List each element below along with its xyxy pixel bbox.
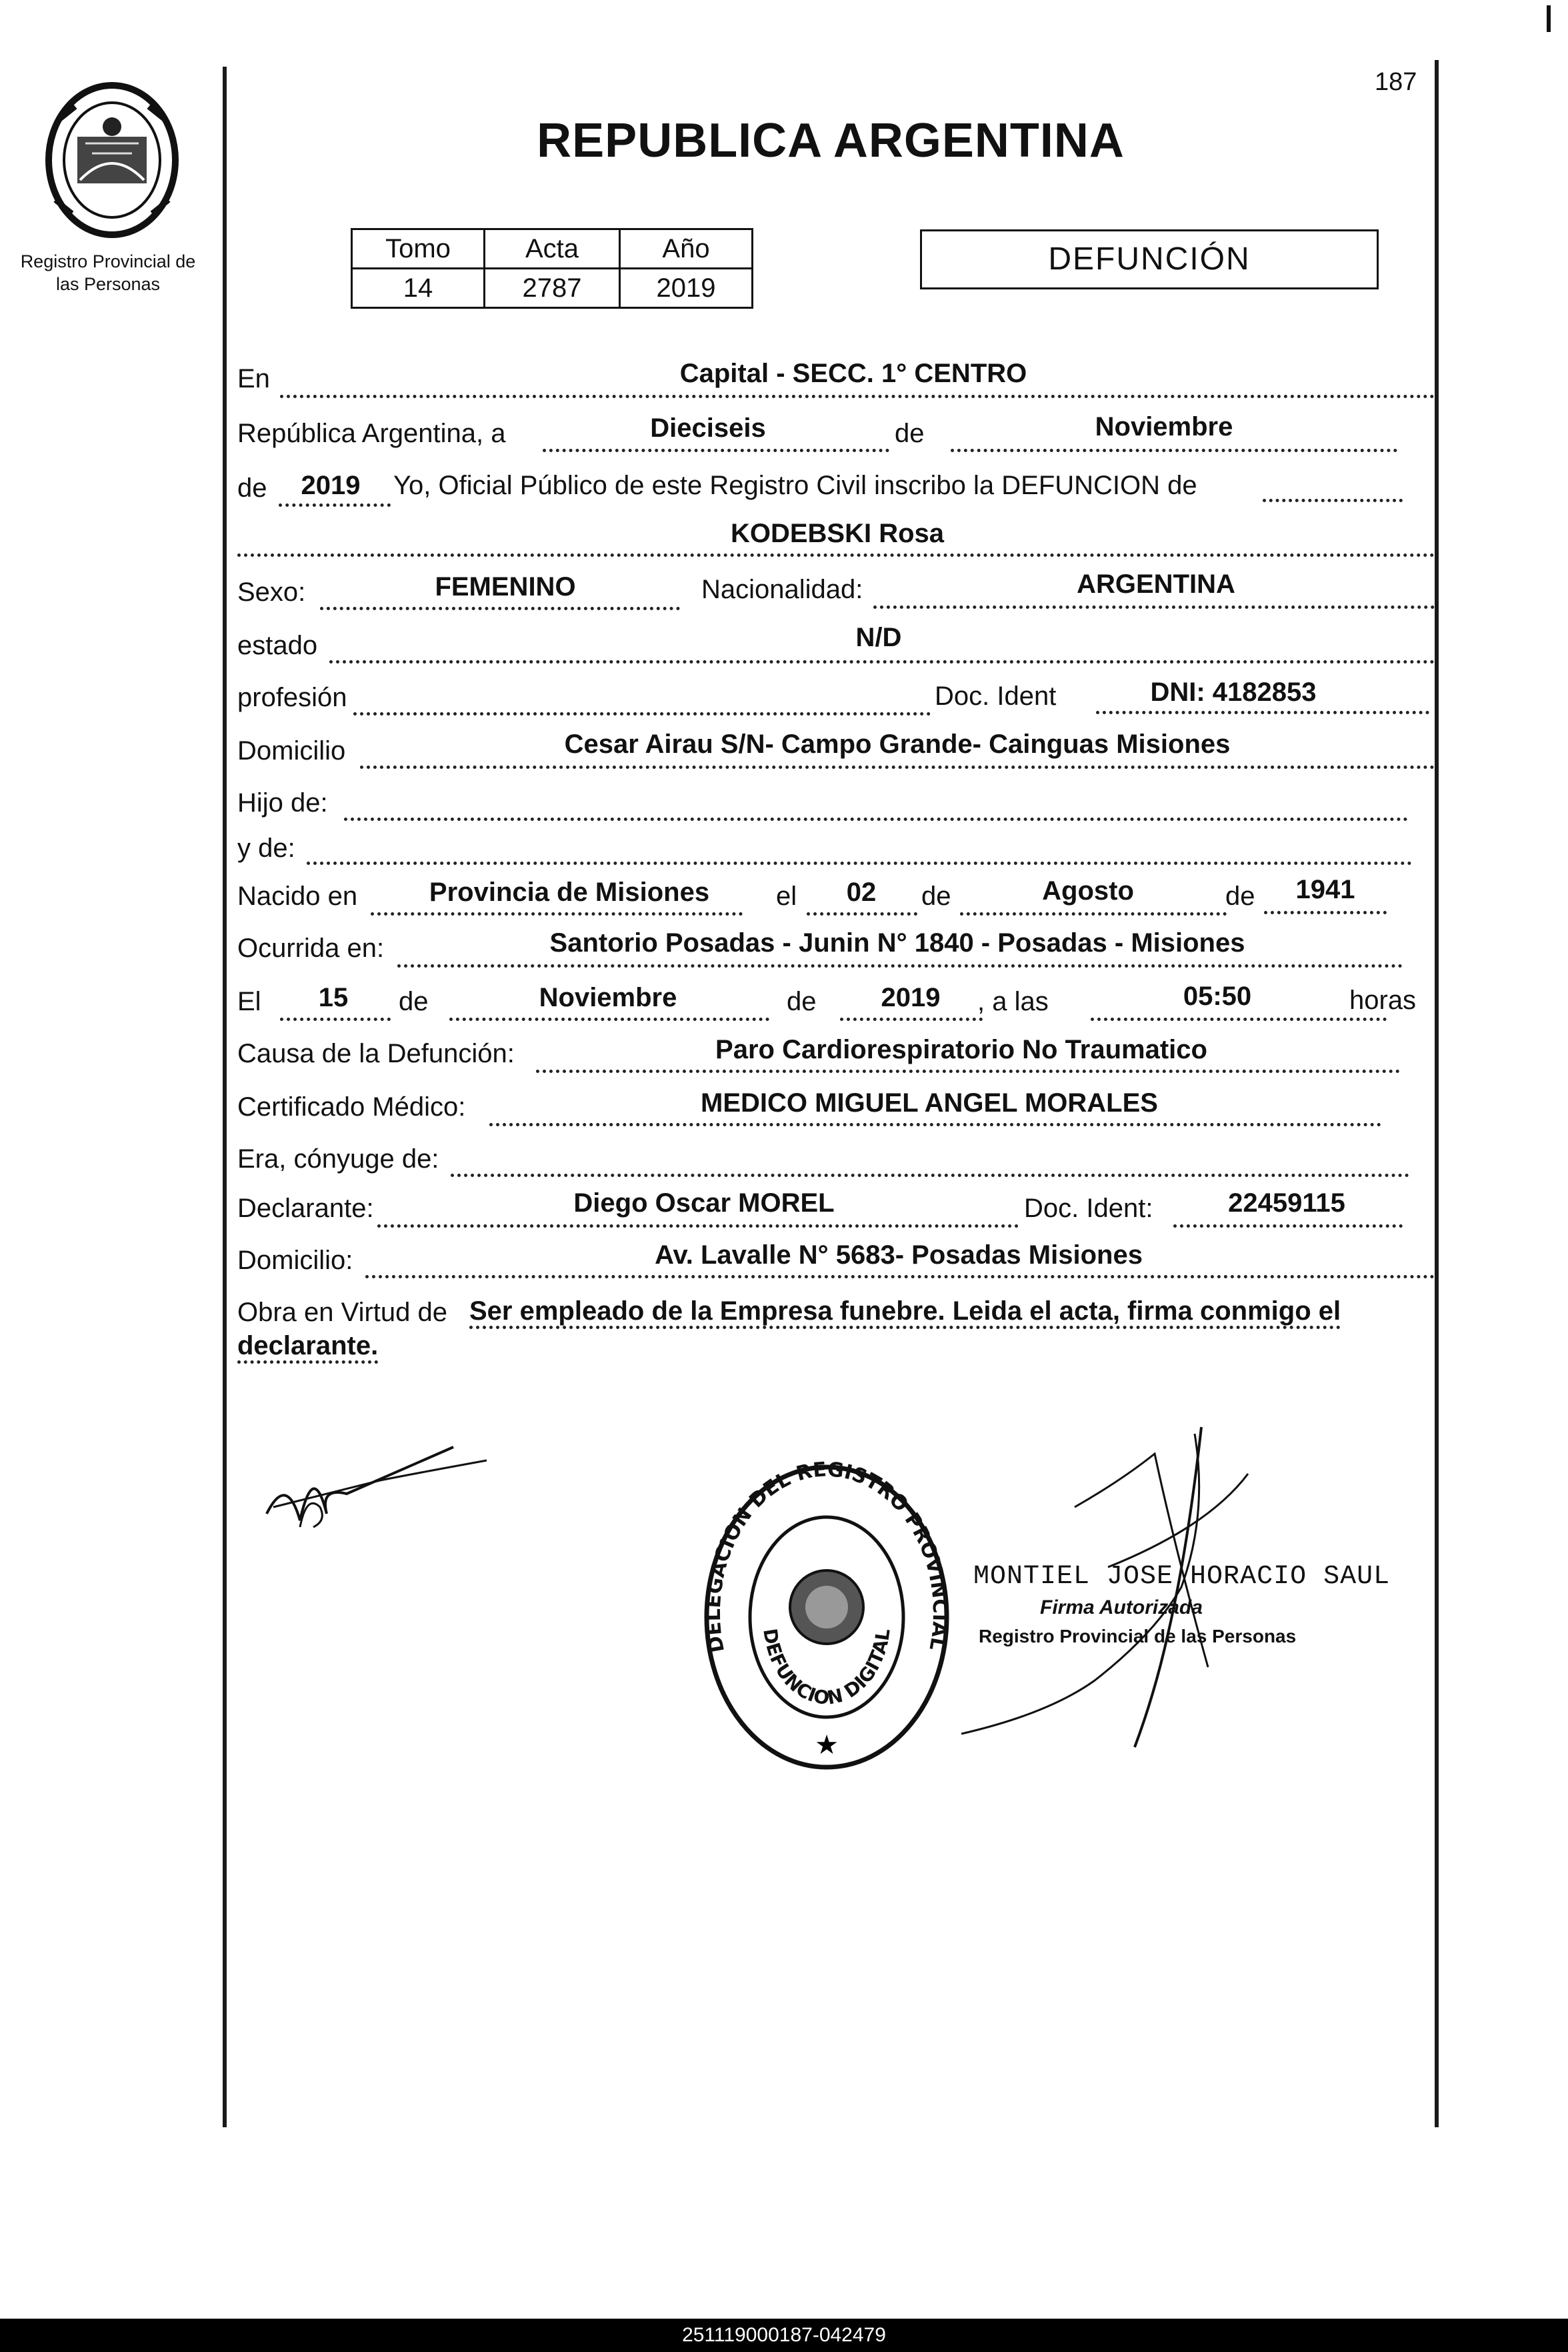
- label-en: En: [237, 364, 270, 393]
- dotted-line: [1096, 711, 1429, 714]
- dotted-line: [280, 1018, 391, 1021]
- official-role: Firma Autorizada: [1040, 1596, 1203, 1618]
- registration-month: Noviembre: [1095, 412, 1233, 441]
- dotted-line: [1263, 499, 1403, 502]
- dotted-line: [951, 449, 1397, 452]
- dotted-line: [1264, 911, 1387, 914]
- dotted-line: [543, 449, 889, 452]
- birth-year: 1941: [1295, 875, 1355, 904]
- dotted-line: [960, 912, 1227, 916]
- anio-value: 2019: [620, 269, 753, 308]
- label-hijo-de: Hijo de:: [237, 788, 328, 818]
- acta-header: Acta: [485, 229, 620, 269]
- death-year: 2019: [881, 983, 941, 1012]
- reason-line-2: declarante.: [237, 1331, 378, 1364]
- tomo-header: Tomo: [352, 229, 485, 269]
- address-value: Cesar Airau S/N- Campo Grande- Cainguas Misiones: [564, 730, 1231, 759]
- label-de: de: [787, 987, 817, 1016]
- country-title: REPUBLICA ARGENTINA: [537, 114, 1125, 167]
- document-value: DNI: 4182853: [1150, 678, 1317, 707]
- dotted-line: [449, 1018, 769, 1021]
- label-sexo: Sexo:: [237, 577, 306, 607]
- dotted-line: [377, 1224, 1019, 1228]
- label-de: de: [237, 473, 267, 503]
- record-type-box: DEFUNCIÓN: [920, 229, 1379, 289]
- label-el: El: [237, 987, 261, 1016]
- birthplace-value: Provincia de Misiones: [429, 878, 710, 907]
- dotted-line: [873, 606, 1435, 609]
- dotted-line: [320, 607, 680, 610]
- dotted-line: [307, 862, 1412, 865]
- civil-status-value: N/D: [855, 623, 902, 652]
- dotted-line: [329, 660, 1435, 664]
- dotted-line: [1091, 1018, 1387, 1021]
- declarant-address: Av. Lavalle N° 5683- Posadas Misiones: [655, 1240, 1143, 1270]
- death-time: 05:50: [1183, 982, 1252, 1011]
- label-ocurrida-en: Ocurrida en:: [237, 934, 385, 963]
- registration-day: Dieciseis: [650, 413, 766, 443]
- dotted-line: [371, 912, 743, 916]
- official-office: Registro Provincial de las Personas: [979, 1626, 1297, 1646]
- dotted-line: [365, 1275, 1435, 1278]
- dotted-line: [397, 964, 1403, 968]
- declarant-name: Diego Oscar MOREL: [573, 1188, 835, 1218]
- dotted-line: [451, 1174, 1409, 1177]
- label-doc-ident: Doc. Ident:: [1024, 1194, 1153, 1223]
- dotted-line: [489, 1123, 1381, 1126]
- label-obra-en-virtud: Obra en Virtud de: [237, 1298, 448, 1327]
- registry-name: Registro Provincial de las Personas: [20, 251, 196, 294]
- label-doc-ident: Doc. Ident: [935, 682, 1057, 711]
- left-margin-rule: [223, 67, 227, 2127]
- corner-mark: [1547, 5, 1551, 32]
- label-de: de: [921, 882, 951, 911]
- dotted-line: [279, 503, 391, 507]
- svg-text:★: ★: [815, 1730, 839, 1760]
- dotted-line: [536, 1070, 1400, 1073]
- right-margin-rule: [1435, 60, 1439, 2127]
- sex-value: FEMENINO: [435, 572, 576, 602]
- birth-day: 02: [846, 878, 877, 907]
- registry-stamp: [691, 1442, 953, 1777]
- dotted-line: [353, 712, 931, 716]
- dotted-line: [344, 818, 1408, 821]
- label-declarante: Declarante:: [237, 1194, 374, 1223]
- official-name: MONTIEL JOSE HORACIO SAUL: [973, 1562, 1391, 1592]
- deceased-name: KODEBSKI Rosa: [730, 519, 945, 548]
- label-republica: República Argentina, a: [237, 419, 506, 448]
- stamp-inner-text: DEFUNCION DIGITAL: [759, 1626, 895, 1709]
- label-de: de: [1225, 882, 1255, 911]
- birth-month: Agosto: [1042, 876, 1134, 906]
- tomo-value: 14: [352, 269, 485, 308]
- document-id-bar: 251119000187-042479: [0, 2319, 1568, 2352]
- label-de: de: [895, 419, 925, 448]
- stamp-ring-text: DELEGACION DEL REGISTRO PROVINCIAL DE LAS PERSONAS: [691, 1442, 952, 1660]
- place-value: Capital - SECC. 1° CENTRO: [679, 359, 1027, 388]
- death-day: 15: [318, 983, 349, 1012]
- acta-value: 2787: [485, 269, 620, 308]
- doctor-value: MEDICO MIGUEL ANGEL MORALES: [701, 1088, 1158, 1118]
- dotted-line: [1173, 1224, 1403, 1228]
- label-nacido-en: Nacido en: [237, 882, 358, 911]
- declarant-document: 22459115: [1228, 1188, 1345, 1218]
- dotted-line: [360, 766, 1435, 769]
- dotted-line: [237, 553, 1435, 557]
- label-conyuge: Era, cónyuge de:: [237, 1144, 439, 1174]
- label-causa: Causa de la Defunción:: [237, 1039, 515, 1068]
- nationality-value: ARGENTINA: [1077, 569, 1235, 599]
- registration-year: 2019: [301, 471, 361, 500]
- dotted-line: [840, 1018, 983, 1021]
- declarant-signature: [260, 1434, 500, 1544]
- label-horas: horas: [1349, 986, 1417, 1015]
- cause-value: Paro Cardiorespiratorio No Traumatico: [715, 1035, 1207, 1064]
- record-table: [351, 228, 753, 309]
- reason-line-1: Ser empleado de la Empresa funebre. Leida el acta, firma conmigo el: [469, 1296, 1341, 1329]
- death-place-value: Santorio Posadas - Junin N° 1840 - Posadas - Misiones: [549, 928, 1245, 958]
- label-a-las: , a las: [977, 987, 1049, 1016]
- label-certificado: Certificado Médico:: [237, 1092, 466, 1122]
- dotted-line: [807, 912, 917, 916]
- label-y-de: y de:: [237, 834, 295, 863]
- label-domicilio: Domicilio: [237, 736, 346, 766]
- page-number: 187: [1375, 68, 1417, 96]
- label-de: de: [399, 987, 429, 1016]
- anio-header: Año: [620, 229, 753, 269]
- death-month: Noviembre: [539, 983, 677, 1012]
- label-el: el: [776, 882, 797, 911]
- label-yo-text: Yo, Oficial Público de este Registro Civil inscribo la DEFUNCION de: [393, 471, 1197, 500]
- label-domicilio: Domicilio:: [237, 1246, 353, 1275]
- label-estado: estado: [237, 631, 318, 660]
- label-profesion: profesión: [237, 683, 347, 712]
- dotted-line: [280, 395, 1435, 398]
- label-nacionalidad: Nacionalidad:: [701, 575, 863, 604]
